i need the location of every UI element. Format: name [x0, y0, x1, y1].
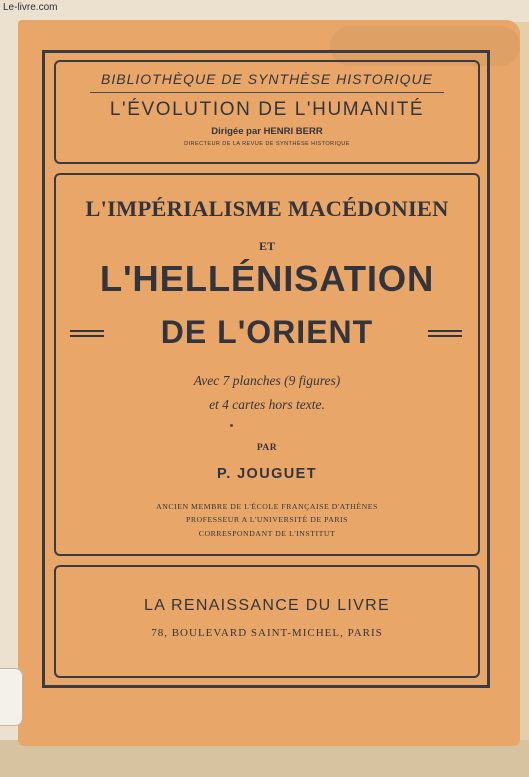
series-collection: BIBLIOTHÈQUE DE SYNTHÈSE HISTORIQUE	[101, 71, 433, 87]
ink-mark	[230, 424, 233, 427]
details-maps: et 4 cartes hors texte.	[209, 397, 325, 412]
publisher-box	[54, 565, 480, 678]
title-line-1: L'IMPÉRIALISME MACÉDONIEN	[85, 196, 449, 221]
title-line-3: DE L'ORIENT	[160, 314, 374, 350]
title-line-2: L'HELLÉNISATION	[99, 258, 435, 299]
title-conjunction: ET	[258, 239, 275, 253]
library-sticker	[0, 668, 23, 726]
publisher-name: LA RENAISSANCE DU LIVRE	[144, 597, 390, 614]
author-by: PAR	[256, 443, 278, 453]
author-credential-1: ANCIEN MEMBRE DE L'ÉCOLE FRANÇAISE D'ATHÈNES	[156, 502, 378, 511]
series-name: L'ÉVOLUTION DE L'HUMANITÉ	[109, 99, 425, 120]
series-divider	[90, 92, 444, 93]
paper-edge-top	[0, 0, 529, 22]
paper-edge-left	[0, 0, 18, 777]
details-plates: Avec 7 planches (9 figures)	[193, 373, 341, 388]
publisher-address: 78, BOULEVARD SAINT-MICHEL, PARIS	[151, 627, 383, 639]
series-direction: Dirigée par HENRI BERR	[211, 126, 323, 137]
title-dash-right	[428, 330, 462, 337]
title-box	[54, 173, 480, 556]
author-name: P. JOUGUET	[217, 466, 317, 482]
watermark: Le-livre.com	[3, 2, 58, 13]
series-director-role: DIRECTEUR DE LA REVUE DE SYNTHÈSE HISTORIQUE	[184, 141, 350, 147]
author-credential-3: CORRESPONDANT DE L'INSTITUT	[198, 529, 336, 538]
author-credential-2: PROFESSEUR A L'UNIVERSITÉ DE PARIS	[186, 515, 348, 524]
